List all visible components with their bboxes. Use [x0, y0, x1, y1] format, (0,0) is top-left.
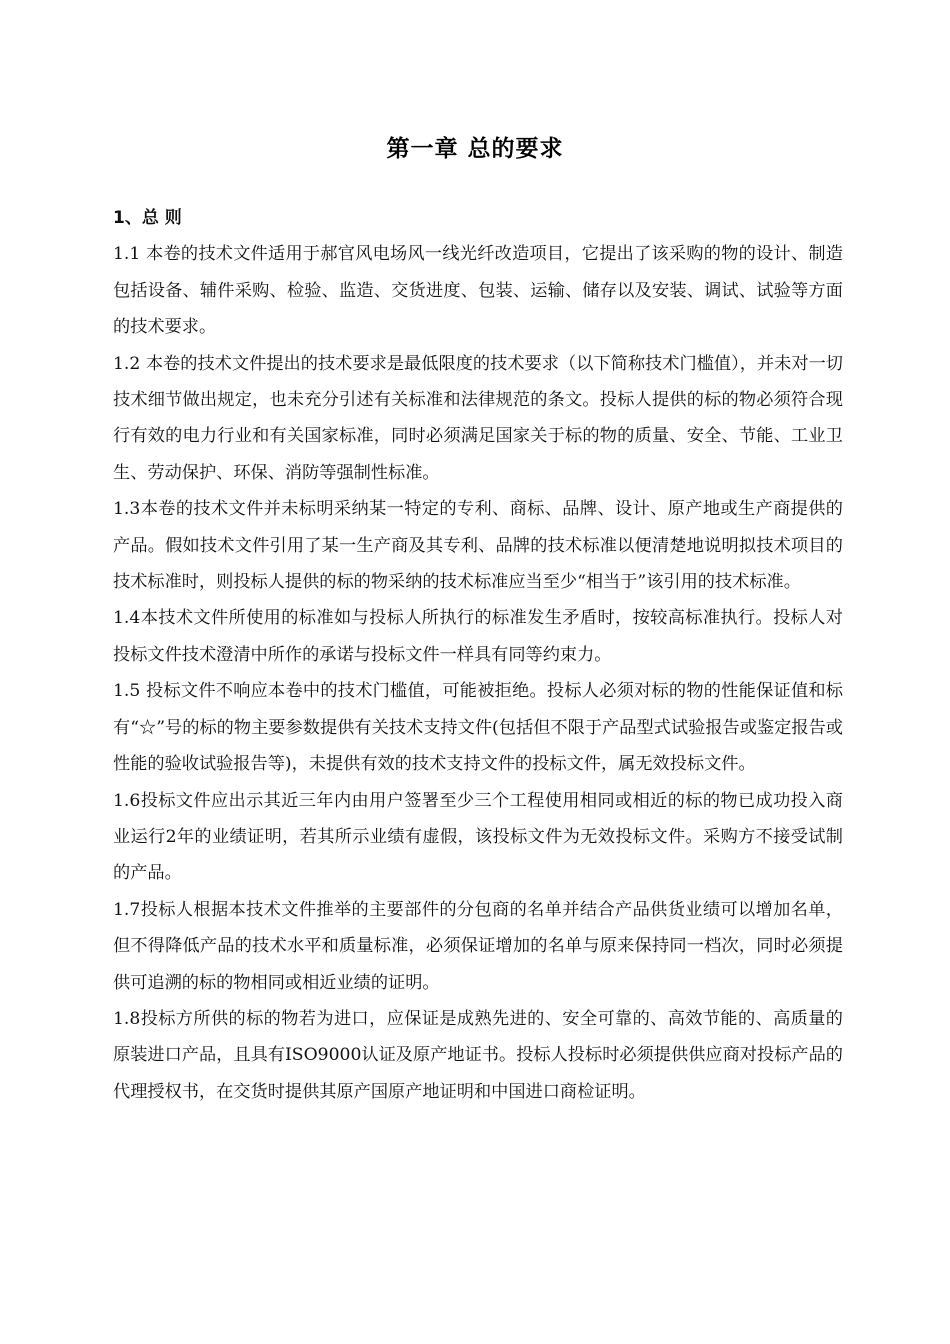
- section-heading: 1、总 则: [113, 208, 182, 228]
- paragraph-1-6: 1.6投标文件应出示其近三年内由用户签署至少三个工程使用相同或相近的标的物已成功投入商业运行2年的业绩证明，若其所示业绩有虚假，该投标文件为无效投标文件。采购方不接受试制的产品。: [113, 790, 843, 884]
- paragraph-1-5: 1.5 投标文件不响应本卷中的技术门槛值，可能被拒绝。投标人必须对标的物的性能保证值和标有“☆”号的标的物主要参数提供有关技术支持文件(包括但不限于产品型式试验报告或鉴定报告或性能的验收试验报告等)，未提供有效的技术支持文件的投标文件，属无效投标文件。: [113, 681, 843, 775]
- chapter-title: 第一章 总的要求: [386, 136, 564, 162]
- paragraph-1-7: 1.7投标人根据本技术文件推举的主要部件的分包商的名单并结合产品供货业绩可以增加名单，但不得降低产品的技术水平和质量标准，必须保证增加的名单与原来保持同一档次，同时必须提供可追溯的标的物相同或相近业绩的证明。: [113, 899, 843, 993]
- paragraph-1-8: 1.8投标方所供的标的物若为进口，应保证是成熟先进的、安全可靠的、高效节能的、高质量的原装进口产品，且具有ISO9000认证及原产地证书。投标人投标时必须提供供应商对投标产品的代理授权书，在交货时提供其原产国原产地证明和中国进口商检证明。: [113, 1008, 843, 1102]
- paragraph-1-2: 1.2 本卷的技术文件提出的技术要求是最低限度的技术要求（以下简称技术门槛值），并未对一切技术细节做出规定，也未充分引述有关标准和法律规范的条文。投标人提供的标的物必须符合现行有效的电力行业和有关国家标准，同时必须满足国家关于标的物的质量、安全、节能、工业卫生、劳动保护、环保、消防等强制性标准。: [113, 353, 843, 483]
- paragraph-1-4: 1.4本技术文件所使用的标准如与投标人所执行的标准发生矛盾时，按较高标准执行。投标人对投标文件技术澄清中所作的承诺与投标文件一样具有同等约束力。: [113, 608, 843, 665]
- paragraph-1-3: 1.3本卷的技术文件并未标明采纳某一特定的专利、商标、品牌、设计、原产地或生产商提供的产品。假如技术文件引用了某一生产商及其专利、品牌的技术标准以便清楚地说明拟技术项目的技术标准时，则投标人提供的标的物采纳的技术标准应当至少“相当于”该引用的技术标准。: [113, 499, 843, 593]
- document-body: [113, 200, 843, 1110]
- paragraph-1-1: 1.1 本卷的技术文件适用于郝官风电场风一线光纤改造项目，它提出了该采购的物的设计、制造包括设备、辅件采购、检验、监造、交货进度、包装、运输、储存以及安装、调试、试验等方面的技术要求。: [113, 244, 843, 338]
